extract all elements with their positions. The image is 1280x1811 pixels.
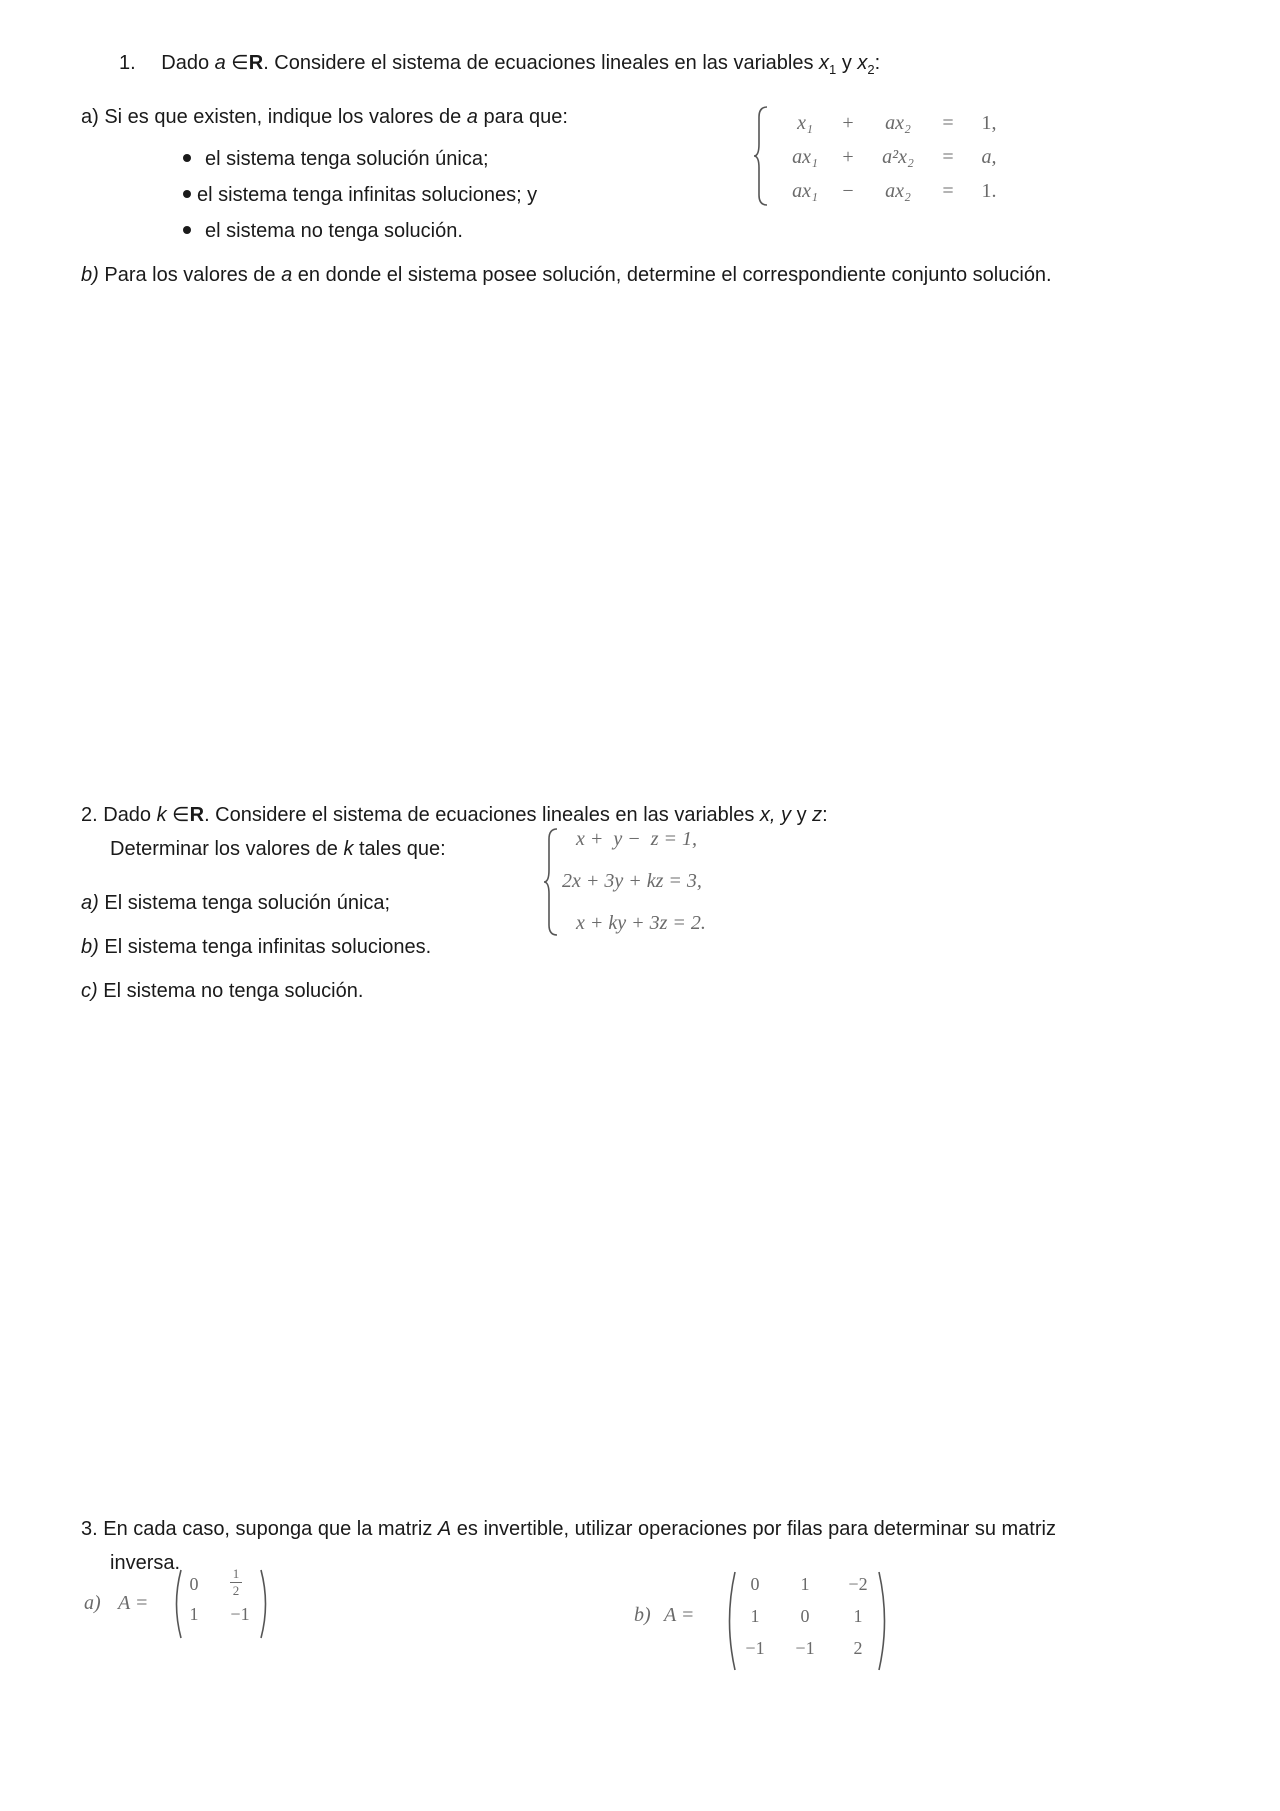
q2-determine: Determinar los valores de k tales que: <box>110 838 446 860</box>
q1-left-brace <box>752 104 772 208</box>
q3-a-m22: −1 <box>230 1604 250 1624</box>
q1-bullet-3: el sistema no tenga solución. <box>183 220 463 243</box>
q3-a-right-paren <box>258 1568 272 1640</box>
q3-a-m12-num: 1 <box>232 1566 240 1581</box>
q1-sys-r3-c3: ax₂ <box>885 180 911 202</box>
q3-a-m12-den: 2 <box>232 1583 240 1598</box>
q2-sys-row-3: x + ky + 3z = 2. <box>576 912 706 934</box>
q3-a-left-paren <box>170 1568 184 1640</box>
q3-b-m13: −2 <box>848 1574 868 1594</box>
q3-b-eq: A = <box>664 1604 695 1626</box>
q2-part-c: c) El sistema no tenga solución. <box>81 980 364 1002</box>
bullet-icon <box>183 154 191 162</box>
q3-b-m11: 0 <box>750 1574 760 1594</box>
q1-sys-r1-c2: + <box>842 112 854 134</box>
q1-bullet-2: el sistema tenga infinitas soluciones; y <box>183 184 537 207</box>
q1-bullet-1: el sistema tenga solución única; <box>183 148 489 171</box>
q3-b-m12: 1 <box>800 1574 810 1594</box>
q3-b-m21: 1 <box>750 1606 760 1626</box>
bullet-icon <box>183 190 191 198</box>
q1-sys-r2-c4: = <box>942 146 954 168</box>
q3-b-m22: 0 <box>800 1606 810 1626</box>
q2-heading: 2. Dado k ∈R. Considere el sistema de ecuaciones lineales en las variables x, y y z: <box>81 804 828 826</box>
q1-heading: 1. Dado a ∈R. Considere el sistema de ecuaciones lineales en las variables $x_1$ y $x_2$: <box>119 52 881 77</box>
bullet-icon <box>183 226 191 234</box>
q2-number: 2. <box>81 804 98 826</box>
q3-heading-line2: inversa. <box>110 1552 181 1574</box>
q3-number: 3. <box>81 1518 98 1540</box>
q3-b-m23: 1 <box>853 1606 863 1626</box>
q1-sys-r2-c1: ax₁ <box>792 146 818 168</box>
q3-b-m33: 2 <box>853 1638 863 1658</box>
q3-a-m21: 1 <box>189 1604 199 1624</box>
q1-sys-r1-c1: x₁ <box>797 112 813 134</box>
q1-sys-r3-c2: − <box>842 180 854 202</box>
q3-a-m11: 0 <box>189 1574 199 1594</box>
q3-b-m31: −1 <box>745 1638 765 1658</box>
q1-sys-r3-c4: = <box>942 180 954 202</box>
q3-heading: 3. En cada caso, suponga que la matriz A es invertible, utilizar operaciones por filas para determinar su matriz <box>81 1518 1056 1540</box>
q2-part-b: b) El sistema tenga infinitas soluciones. <box>81 936 432 958</box>
q3-b-label: b) <box>634 1604 651 1626</box>
q1-sys-r1-c4: = <box>942 112 954 134</box>
q1-sys-r3-c1: ax₁ <box>792 180 818 202</box>
q1-sys-r2-c5: a, <box>981 146 997 168</box>
q3-a-m12-fraction <box>226 1567 246 1598</box>
q1-sys-r2-c3: a²x₂ <box>882 146 914 168</box>
q3-a-label: a) <box>84 1592 101 1614</box>
q3-b-m32: −1 <box>795 1638 815 1658</box>
q1-part-a: a) Si es que existen, indique los valores de a para que: <box>81 106 568 128</box>
q1-sys-r1-c5: 1, <box>981 112 997 134</box>
q3-b-right-paren <box>876 1570 892 1672</box>
q1-part-b: b) Para los valores de a en donde el sistema posee solución, determine el correspondiente conjunto solución. <box>81 264 1052 286</box>
q1-sys-r2-c2: + <box>842 146 854 168</box>
q1-sys-r3-c5: 1. <box>981 180 997 202</box>
q3-a-eq: A = <box>118 1592 149 1614</box>
q1-number: 1. <box>119 52 136 74</box>
q2-sys-row-2: 2x + 3y + kz = 3, <box>562 870 702 892</box>
q2-part-a: a) El sistema tenga solución única; <box>81 892 391 914</box>
q1-sys-r1-c3: ax₂ <box>885 112 911 134</box>
q2-left-brace <box>542 826 562 938</box>
q2-sys-row-1: x + y − z = 1, <box>576 828 698 850</box>
